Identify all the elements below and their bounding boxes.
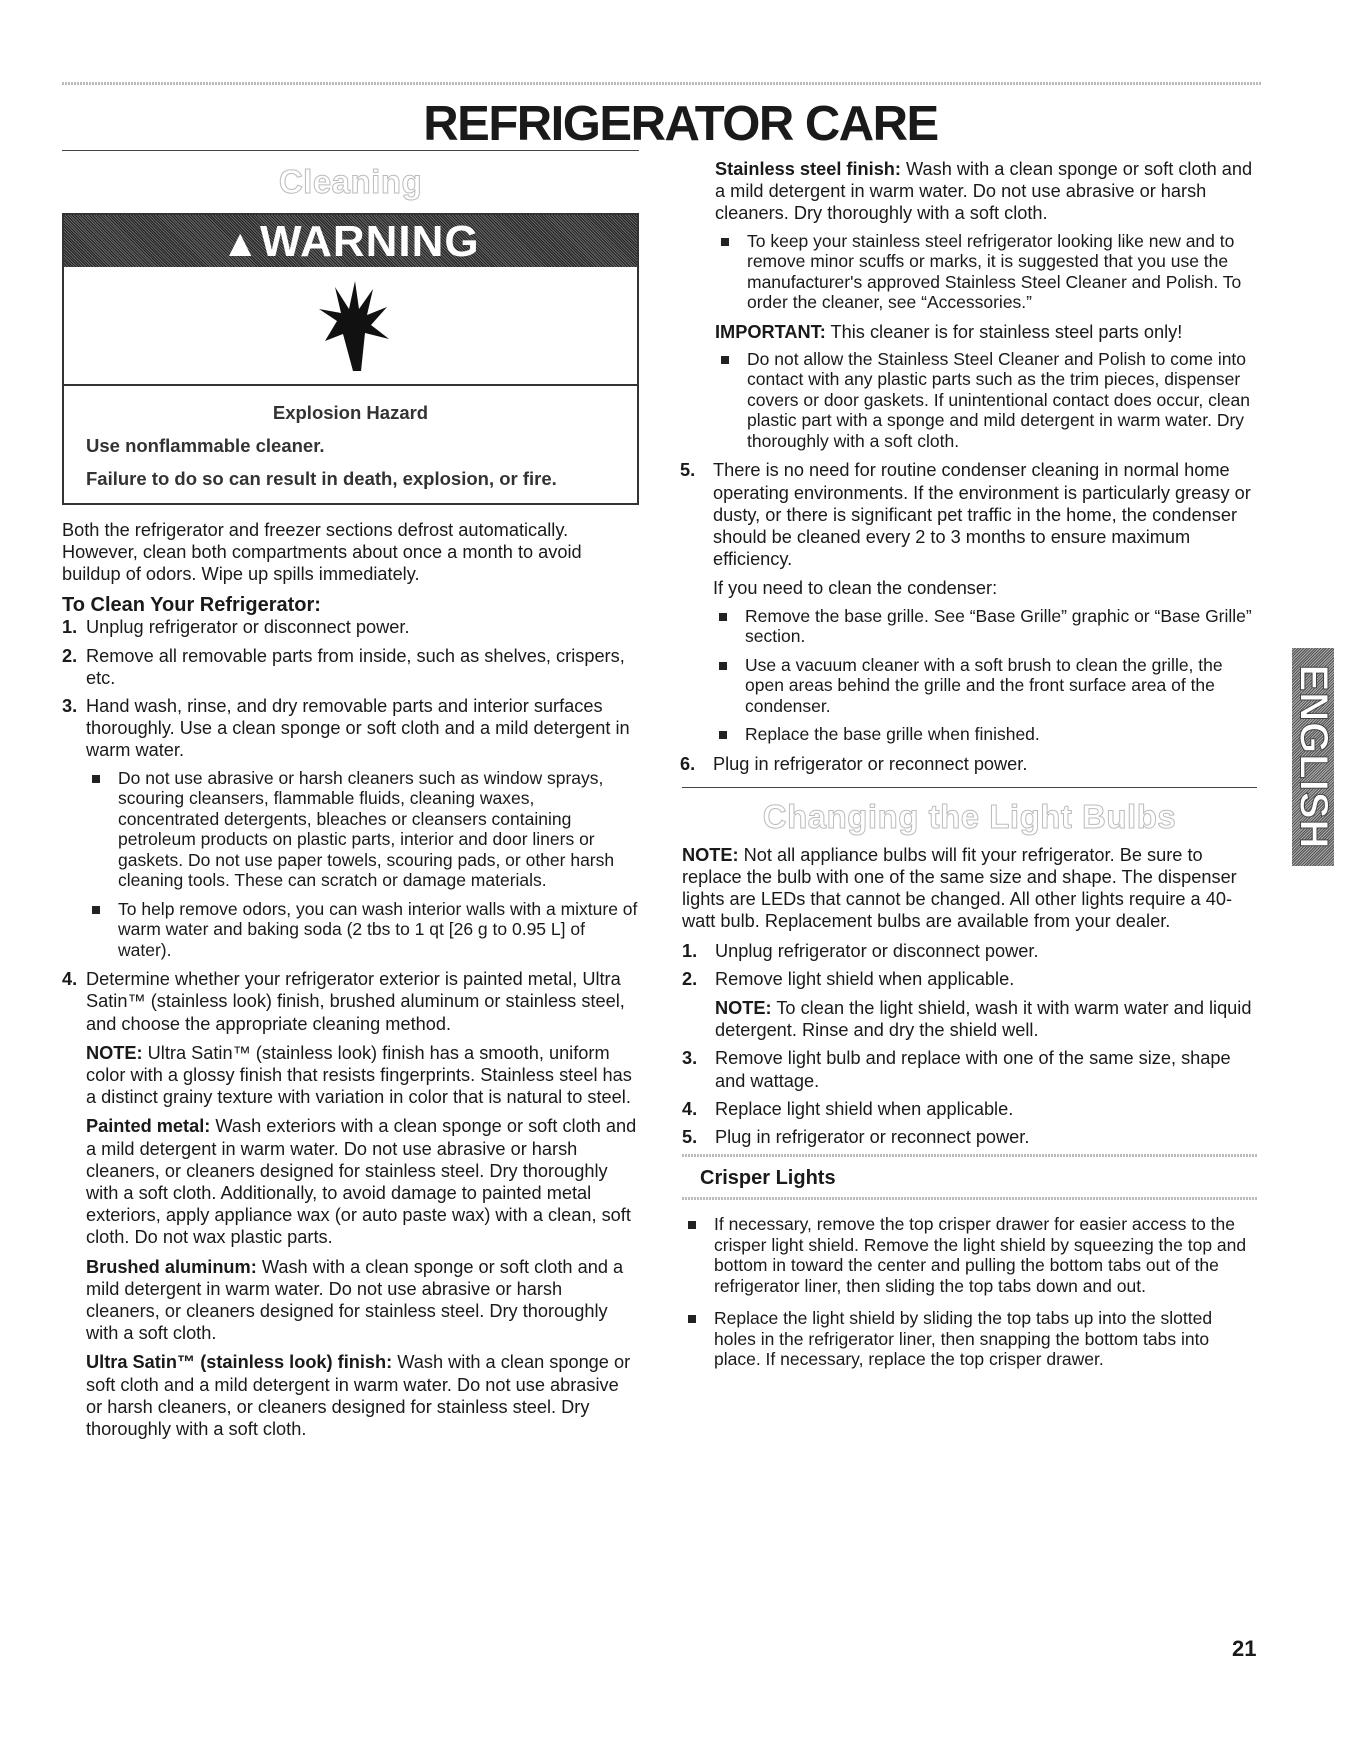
step-text: Hand wash, rinse, and dry removable parts and interior surfaces thoroughly. Use a clean sponge or soft cloth and a mild detergent in warm water. xyxy=(86,696,630,761)
cleaning-intro: Both the refrigerator and freezer sections defrost automatically. However, clean both compartments about once a month to avoid buildup of odors. Wipe up spills immediately. xyxy=(62,519,582,585)
bullet-list xyxy=(86,768,639,961)
ultra-paragraph xyxy=(86,1351,639,1440)
stainless-paragraph xyxy=(715,158,1257,225)
warning-header xyxy=(64,215,637,267)
crisper-heading: Crisper Lights xyxy=(700,1167,836,1190)
bullet-item: To keep your stainless steel refrigerator looking like new and to remove minor scuffs or marks, it is suggested that you use the manufacturer's approved Stainless Steel Cleaner and Polish. To order the cleaner, see “Accessories.” xyxy=(715,231,1257,313)
clean-heading: To Clean Your Refrigerator: xyxy=(62,594,321,617)
list-item: 3. Hand wash, rinse, and dry removable parts and interior surfaces thoroughly. Use a clean sponge or soft cloth and a mild detergent in warm water. Do not use abrasive or harsh cleaners such as window sprays, scouring cleansers, flammable fluids, cleaning waxes, concentrated detergents, bleaches or cleansers containing petroleum products on plastic parts, interior and door liners or gaskets. Do not use paper towels, scouring pads, or other harsh cleaning tools. These can scratch or damage materials. To help remove odors, you can wash interior walls with a mixture of warm water and baking soda (2 tbs to 1 qt [26 g to 0.95 L] of water). xyxy=(62,696,638,960)
bullet-item: To help remove odors, you can wash interior walls with a mixture of warm water and baking soda (2 tbs to 1 qt [26 g to 0.95 L] of water). xyxy=(86,899,639,961)
step-text: Determine whether your refrigerator exterior is painted metal, Ultra Satin™ (stainless look) finish, brushed aluminum or stainless steel, and choose the appropriate cleaning method. xyxy=(86,969,625,1034)
step-text: Remove light shield when applicable. xyxy=(715,968,1015,989)
hazard-title: Explosion Hazard xyxy=(272,402,429,423)
side-tab-label: ENGLISH xyxy=(1291,664,1336,850)
brushed-label: Brushed aluminum: xyxy=(86,1256,257,1277)
cleaning-steps-continued xyxy=(680,459,1257,774)
note-label: NOTE: xyxy=(86,1042,143,1063)
warning-text xyxy=(64,386,637,503)
list-item: 4. Determine whether your refrigerator exterior is painted metal, Ultra Satin™ (stainless look) finish, brushed aluminum or stainless steel, and choose the appropriate cleaning method. NOTE: Ultra Satin™ (stainless look) finish has a smooth, uniform color with a glossy finish that resists fingerprints. Stainless steel has a distinct grainy texture with variation in color that is natural to steel. Painted metal: Wash exteriors with a clean sponge or soft cloth and a mild detergent in warm water. Do not use abrasive or harsh cleaners, or cleaners designed for stainless steel. Dry thoroughly with a soft cloth. Additionally, to avoid damage to painted metal exteriors, apply appliance wax (or auto paste wax) with a clean, soft cloth. Do not wax plastic parts. Brushed aluminum: Wash with a clean sponge or soft cloth and a mild detergent in warm water. Do not use abrasive or harsh cleaners, or cleaners designed for stainless steel. Dry thoroughly with a soft cloth. Ultra Satin™ (stainless look) finish: Wash with a clean sponge or soft cloth and a mild detergent in warm water. Do not use abrasive or harsh cleaners, or cleaners designed for stainless steel. Dry thoroughly with a soft cloth. xyxy=(62,968,639,1440)
brushed-text: Wash with a clean sponge or soft cloth and a mild detergent in warm water. Do not use abrasive or harsh cleaners, or cleaners designed for stainless steel. Dry thoroughly with a soft cloth. xyxy=(86,1256,624,1344)
left-column xyxy=(62,150,639,1446)
stainless-block xyxy=(682,158,1257,451)
important-text: This cleaner is for stainless steel parts only! xyxy=(830,321,1183,342)
bullet-item: Replace the light shield by sliding the top tabs up into the slotted holes in the refrigerator liner, then snapping the bottom tabs into place. If necessary, replace the top crisper drawer. xyxy=(682,1308,1257,1370)
stainless-text: Wash with a clean sponge or soft cloth and a mild detergent in warm water. Do not use abrasive or harsh cleaners. Dry thoroughly with a soft cloth. xyxy=(715,159,1253,224)
top-dotted-rule xyxy=(62,82,1262,85)
page-number: 21 xyxy=(1232,1636,1257,1661)
list-item: 1. Unplug refrigerator or disconnect power. xyxy=(682,940,1039,961)
ultra-text: Wash with a clean sponge or soft cloth and a mild detergent in warm water. Do not use abrasive or harsh cleaners, or cleaners designed for stainless steel. Dry thoroughly with a soft cloth. xyxy=(86,1352,631,1439)
bulb-steps xyxy=(682,940,1257,1149)
cleaning-section-title: Cleaning xyxy=(278,163,423,200)
list-item: 2. Remove light shield when applicable. NOTE: To clean the light shield, wash it with warm water and liquid detergent. Rinse and dry the shield well. xyxy=(682,968,1257,1042)
step-text: Unplug refrigerator or disconnect power. xyxy=(86,617,410,638)
list-item: 3. Remove light bulb and replace with one of the same size, shape and wattage. xyxy=(682,1048,1231,1091)
ultra-label: Ultra Satin™ (stainless look) finish: xyxy=(86,1352,393,1373)
explosion-icon xyxy=(313,279,393,374)
right-column xyxy=(682,158,1257,1378)
note-text: To clean the light shield, wash it with warm water and liquid detergent. Rinse and dry the shield well. xyxy=(715,997,1252,1041)
page-title: REFRIGERATOR CARE xyxy=(423,97,938,151)
warning-box xyxy=(62,213,639,505)
cleaning-steps xyxy=(62,616,639,1440)
crisper-bullets xyxy=(682,1214,1257,1370)
bullet-item: Do not use abrasive or harsh cleaners such as window sprays, scouring cleansers, flammable fluids, cleaning waxes, concentrated detergents, bleaches or cleansers containing petroleum products on plastic parts, interior and door liners or gaskets. Do not use paper towels, scouring pads, or other harsh cleaning tools. These can scratch or damage materials. xyxy=(86,768,639,891)
warning-line-1: Use nonflammable cleaner. xyxy=(86,435,325,457)
step-text: Plug in refrigerator or reconnect power. xyxy=(713,753,1028,774)
bullet-item: Do not allow the Stainless Steel Cleaner and Polish to come into contact with any plastic parts such as the trim pieces, dispenser covers or door gaskets. If unintentional contact does occur, clean plastic part with a sponge and mild detergent in warm water. Dry thoroughly with a soft cloth. xyxy=(715,349,1257,452)
step-text: Remove light bulb and replace with one of the same size, shape and wattage. xyxy=(715,1048,1231,1091)
list-item: 4. Replace light shield when applicable. xyxy=(682,1098,1014,1119)
list-item: 1. Unplug refrigerator or disconnect power. xyxy=(62,617,410,638)
bulbs-section-title: Changing the Light Bulbs xyxy=(762,797,1177,835)
note-paragraph xyxy=(86,1042,639,1109)
list-item: 5. Plug in refrigerator or reconnect power. xyxy=(682,1126,1030,1147)
bullet-item: Replace the base grille when finished. xyxy=(713,724,1257,745)
painted-label: Painted metal: xyxy=(86,1116,211,1137)
bullet-list xyxy=(715,349,1257,452)
note-text: Ultra Satin™ (stainless look) finish has a smooth, uniform color with a glossy finish that resists fingerprints. Stainless steel has a distinct grainy texture with variation in color that is natural to steel. xyxy=(86,1042,632,1108)
stainless-label: Stainless steel finish: xyxy=(715,159,901,179)
note-paragraph xyxy=(715,997,1257,1041)
section-rule xyxy=(62,150,639,151)
list-item: 5. There is no need for routine condenser cleaning in normal home operating environments. If the environment is particularly greasy or dusty, or there is significant pet traffic in the home, the condenser should be cleaned every 2 to 3 months to ensure maximum efficiency. If you need to clean the condenser: Remove the base grille. See “Base Grille” graphic or “Base Grille” section. Use a vacuum cleaner with a soft brush to clean the grille, the open areas behind the grille and the front surface area of the condenser. Replace the base grille when finished. xyxy=(680,459,1257,744)
bullet-item: If necessary, remove the top crisper drawer for easier access to the crisper light shield. Remove the light shield by squeezing the top and bottom in toward the center and pulling the bottom tabs out of the refrigerator liner, then sliding the top tabs down and out. xyxy=(682,1214,1257,1296)
warning-label: WARNING xyxy=(259,217,480,266)
step-text: Unplug refrigerator or disconnect power. xyxy=(715,940,1039,961)
step-text: There is no need for routine condenser cleaning in normal home operating environments. If the environment is particularly greasy or dusty, or there is significant pet traffic in the home, the condenser should be cleaned every 2 to 3 months to ensure maximum efficiency. xyxy=(713,460,1251,570)
step-text: Plug in refrigerator or reconnect power. xyxy=(715,1126,1030,1147)
dotted-rule xyxy=(682,1197,1257,1200)
bullet-list xyxy=(715,231,1257,313)
step-text: Replace light shield when applicable. xyxy=(715,1098,1014,1119)
step-subtext: If you need to clean the condenser: xyxy=(713,578,998,599)
brushed-paragraph xyxy=(86,1256,639,1345)
important-label: IMPORTANT: xyxy=(715,321,826,342)
list-item: 2. Remove all removable parts from inside, such as shelves, crispers, etc. xyxy=(62,645,625,688)
warning-line-2: Failure to do so can result in death, explosion, or fire. xyxy=(86,468,557,490)
explosion-pictogram xyxy=(64,267,637,386)
painted-paragraph xyxy=(86,1115,639,1248)
step-text: Remove all removable parts from inside, such as shelves, crispers, etc. xyxy=(86,645,625,688)
bullet-list xyxy=(713,606,1257,745)
bullet-item: Remove the base grille. See “Base Grille” graphic or “Base Grille” section. xyxy=(713,606,1257,647)
bullet-item: Use a vacuum cleaner with a soft brush to clean the grille, the open areas behind the grille and the front surface area of the condenser. xyxy=(713,655,1257,717)
section-rule xyxy=(682,787,1257,788)
note-text: Not all appliance bulbs will fit your refrigerator. Be sure to replace the bulb with one of the same size and shape. The dispenser lights are LEDs that cannot be changed. All other lights require a 40-watt bulb. Replacement bulbs are available from your dealer. xyxy=(682,844,1237,932)
note-label: NOTE: xyxy=(715,997,772,1018)
note-label: NOTE: xyxy=(682,844,739,865)
language-side-tab xyxy=(1292,648,1334,866)
painted-text: Wash exteriors with a clean sponge or soft cloth and a mild detergent in warm water. Do not use abrasive or harsh cleaners, or cleaners designed for stainless steel. Dry thoroughly with a soft cloth. Additionally, to avoid damage to painted metal exteriors, apply appliance wax (or auto paste wax) with a clean, soft cloth. Do not wax plastic parts. xyxy=(86,1116,637,1248)
important-paragraph xyxy=(715,321,1257,343)
list-item: 6. Plug in refrigerator or reconnect power. xyxy=(680,753,1028,774)
warning-triangle-icon: ▲ xyxy=(221,223,260,265)
bulbs-note xyxy=(682,844,1257,933)
